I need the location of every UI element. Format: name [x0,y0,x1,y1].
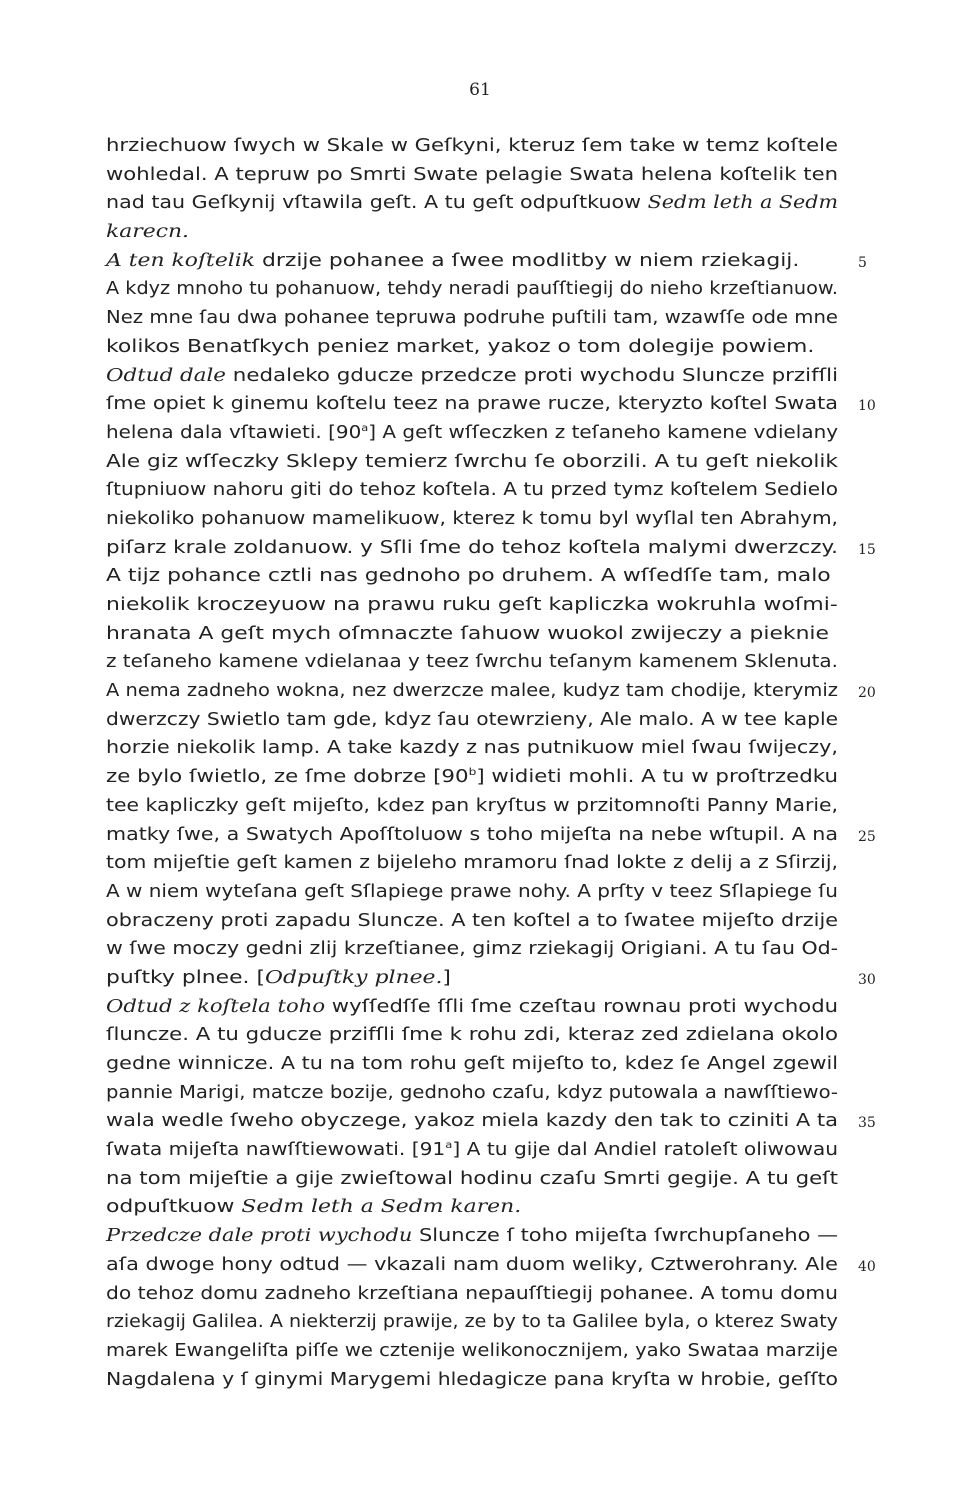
superscript: a [361,423,369,435]
text-line [106,1280,838,1309]
text-segment: niekoliko pohanuow mamelikuow, kterez k tomu byl wyſlal ten Abrahym, [106,508,838,529]
text-line [106,849,838,878]
text-segment: aſa dwoge hony odtud — vkazali nam duom weliky, Cztwerohrany. Ale [106,1254,838,1275]
text-line [106,734,838,763]
line-text [106,1079,838,1108]
text-segment: ] widieti mohli. A tu w proſtrzedku [476,767,838,788]
text-segment: wala wedle ſweho obyczege, yakoz miela kazdy den tak to cziniti A ta [106,1111,839,1132]
text-segment: wohledal. A tepruw po Smrti Swate pelagie Swata helena koſtelik ten [106,164,839,185]
line-number: 15 [858,541,876,558]
text-segment: ] A geſt wſſeczken z teſaneho kamene vdielany [368,422,839,443]
line-text [106,247,799,276]
text-segment: A kdyz mnoho tu pohanuow, tehdy neradi pauſſtiegij do nieho krzeſtianuow. [106,279,838,300]
superscript: a [445,1140,453,1152]
text-line [106,218,838,247]
text-line [106,907,838,936]
line-text [106,448,838,477]
line-number: 40 [858,1258,876,1275]
line-text [106,878,838,907]
italic-text: A ten koſtelik [106,250,256,271]
text-line [106,1366,838,1395]
text-segment: piſarz krale zoldanuow. y Sſli ſme do tehoz koſtela malymi dwerzczy. [106,537,838,558]
text-segment: do tehoz domu zadneho krzeſtiana nepauſſtiegij pohanee. A tomu domu [106,1283,838,1304]
text-line [106,419,838,448]
line-text [106,763,838,792]
line-text [106,849,838,878]
line-text [106,132,838,161]
line-text [106,333,814,362]
italic-text: Odpuſtky plnee. [265,967,443,988]
text-segment: hranata A geſt mych oſmnaczte ſahuow wuokol zwijeczy a pieknie [106,623,829,644]
text-line [106,132,838,161]
line-text [106,1050,838,1079]
text-segment: z teſaneho kamene vdielanaa y teez ſwrchu teſanym kamenem Sklenuta. [106,652,838,673]
line-text [106,907,838,936]
line-text [106,1251,838,1280]
text-segment: Nagdalena y ſ ginymi Marygemi hledagicze pana kryſta w hrobie, geſſto [106,1369,839,1390]
line-text [106,534,838,563]
text-line [106,1021,838,1050]
text-segment: ſme opiet k ginemu koſtelu teez na prawe rucze, kteryzto koſtel Swata [106,394,838,415]
italic-text: Sedm leth a Sedm [647,193,839,214]
line-text [106,505,838,534]
line-text [106,620,829,649]
line-text [106,964,451,993]
line-number: 30 [858,971,876,988]
text-line [106,333,838,362]
line-text [106,648,838,677]
text-line [106,476,838,505]
line-text [106,1222,838,1251]
text-segment: ] A tu gije dal Andiel ratoleſt oliwowau [452,1140,839,1161]
line-text [106,161,838,190]
line-text [106,1021,838,1050]
text-segment: hrziechuow ſwych w Skale w Geſkyni, kteruz ſem take w temz koſtele [106,136,839,156]
text-segment: tee kapliczky geſt mijeſto, kdez pan kryſtus w przitomnoſti Panny Marie, [106,795,839,816]
line-text [106,993,838,1022]
line-text [106,935,838,964]
text-line [106,677,876,706]
main-text [106,132,876,1394]
line-text [106,189,838,218]
text-segment: w ſwe moczy gedni zlij krzeſtianee, gimz rziekagij Origiani. A tu ſau Od- [106,939,839,960]
line-text [106,1136,838,1165]
text-line [106,821,876,850]
italic-text: karecn. [106,222,190,243]
text-line [106,1337,838,1366]
text-line [106,878,838,907]
text-line [106,935,838,964]
line-text [106,792,838,821]
superscript: b [468,767,477,779]
text-segment: nedaleko gducze przedcze proti wychodu Sluncze przifſli [225,365,839,386]
line-text [106,706,838,735]
text-segment: drzije pohanee a ſwee modlitby w niem rziekagij. [255,250,800,271]
text-segment: obraczeny proti zapadu Sluncze. A ten koſtel a to ſwatee mijeſto drzije [106,910,839,931]
italic-text: Odtud dale [106,365,226,386]
text-line [106,620,838,649]
text-line [106,1222,838,1251]
line-number: 20 [858,685,876,702]
text-segment: Sluncze ſ toho mijeſta ſwrchupſaneho — [412,1226,839,1247]
text-line [106,1193,838,1222]
line-text [106,591,838,620]
text-segment: ſluncze. A tu gducze przifſli ſme k rohu zdi, kteraz zed zdielana okolo [106,1025,839,1046]
text-line [106,362,838,391]
text-line [106,562,838,591]
text-line [106,1107,876,1136]
text-line [106,591,838,620]
line-text [106,275,838,304]
text-segment: A nema zadneho wokna, nez dwerzcze malee, kudyz tam chodije, kterymiz [106,681,838,702]
text-segment: wyſſedſſe ſſli ſme czeſtau rownau proti wychodu [325,996,839,1017]
line-number: 25 [858,828,876,845]
text-line [106,1165,838,1194]
text-line [106,763,838,792]
line-text [106,419,838,448]
text-segment: ſtupniuow nahoru giti do tehoz koſtela. A tu przed tymz koſtelem Sedielo [106,480,839,501]
text-line [106,505,838,534]
text-segment: odpuſtkuow [106,1197,242,1218]
text-line [106,1251,876,1280]
line-text [106,734,838,763]
text-line [106,792,838,821]
text-segment: helena dala vſtawieti. [90 [106,422,362,443]
text-line [106,1136,838,1165]
text-segment: Ale giz wſſeczky Sklepy temierz ſwrchu ſe oborzili. A tu geſt niekolik [106,451,838,472]
line-text [106,390,838,419]
text-segment: niekolik kroczeyuow na prawu ruku geſt kapliczka wokruhla woſmi- [106,595,838,615]
line-number: 10 [858,398,876,415]
text-segment: A tijz pohance cztli nas gednoho po druhem. A wſſedſſe tam, malo [106,566,831,587]
text-segment: pannie Marigi, matcze bozije, gednoho czaſu, kdyz putowala a nawſſtiewo- [106,1082,839,1103]
text-line [106,390,876,419]
text-line [106,189,838,218]
text-segment: Nez mne ſau dwa pohanee tepruwa podruhe puſtili tam, wzawſſe ode mne [106,308,838,329]
line-number: 35 [858,1115,876,1132]
text-segment: nad tau Geſkynij vſtawila geſt. A tu geſt odpuſtkuow [106,193,648,214]
text-line [106,993,838,1022]
line-text [106,1308,838,1337]
text-segment: marek Ewangeliſta piſſe we cztenije welikonocznijem, yako Swataa marzije [106,1340,838,1361]
line-text [106,677,838,706]
text-segment: ze bylo ſwietlo, ze ſme dobrze [90 [106,767,469,788]
text-line [106,534,876,563]
line-text [106,476,838,505]
line-text [106,1280,838,1309]
text-segment: na tom mijeſtie a gije zwieſtowal hodinu czaſu Smrti gegije. A tu geſt [106,1168,839,1189]
text-segment: rziekagij Galilea. A niekterzij prawije, ze by to ta Galilee byla, o kterez Swaty [106,1312,838,1333]
line-text [106,1165,838,1194]
text-segment: gedne winnicze. A tu na tom rohu geſt mijeſto to, kdez ſe Angel zgewil [106,1054,839,1074]
text-line [106,161,838,190]
text-line [106,1079,838,1108]
text-line [106,304,838,333]
line-text [106,821,838,850]
line-text [106,562,831,591]
italic-text: Przedcze dale proti wychodu [106,1226,413,1247]
text-segment: matky ſwe, a Swatych Apoſſtoluow s toho mijeſta na nebe wſtupil. A na [106,824,838,845]
line-text [106,1193,521,1222]
line-text [106,304,838,333]
text-segment: ſwata mijeſta nawſſtiewowati. [91 [106,1140,446,1161]
text-line [106,1050,838,1079]
text-line [106,275,838,304]
text-line [106,706,838,735]
text-line [106,964,876,993]
text-segment: puſtky plnee. [ [106,967,266,988]
line-text [106,218,189,247]
page-number: 61 [469,80,491,100]
text-segment: dwerzczy Swietlo tam gde, kdyz ſau otewrzieny, Ale malo. A w tee kaple [106,709,839,730]
line-text [106,362,838,391]
line-text [106,1107,838,1136]
text-segment: ] [442,967,451,988]
text-segment: kolikos Benatſkych peniez market, yakoz o tom dolegije powiem. [106,336,815,357]
text-segment: A w niem wyteſana geſt Sſlapiege prawe nohy. A prſty v teez Sſlapiege ſu [106,881,838,902]
text-segment: horzie niekolik lamp. A take kazdy z nas putnikuow miel ſwau ſwijeczy, [106,738,838,759]
italic-text: Odtud z koſtela toho [106,996,326,1017]
text-segment: tom mijeſtie geſt kamen z bijeleho mramoru ſnad lokte z delij a z Sſirzij, [106,853,838,874]
line-text [106,1337,838,1366]
text-line [106,247,867,276]
text-line [106,648,838,677]
line-number: 5 [858,254,867,271]
line-text [106,1366,838,1395]
text-line [106,448,838,477]
text-line [106,1308,838,1337]
italic-text: Sedm leth a Sedm karen. [241,1197,522,1218]
